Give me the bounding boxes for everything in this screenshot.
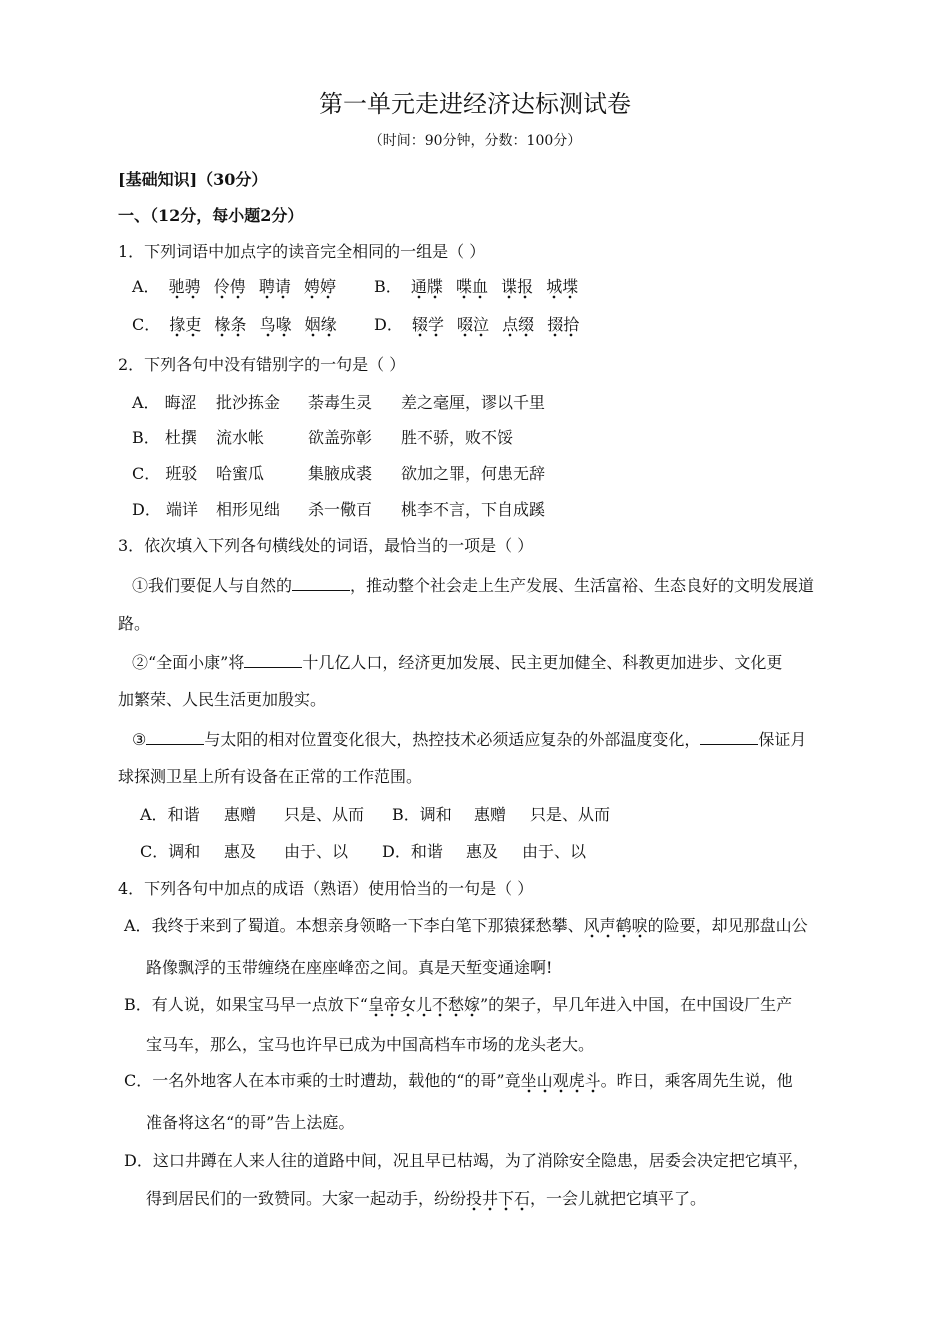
q1-option-c: C． 掾吏 椽条 鸟喙 姻缘 [132,315,337,335]
q3-c-w3: 由于、以 [284,842,349,861]
q4-option-b-cont: 宝马车，那么，宝马也许早已成为中国高档车市场的龙头老大。 [146,1035,595,1054]
q3-option-d: D．和谐 [382,842,443,861]
q3-sentence-3: ③ 与太阳的相对位置变化很大，热控技术必须适应复杂的外部温度变化， 保证月 [132,730,807,749]
q3-c-w2: 惠及 [224,842,257,861]
q3-sentence-1: ①我们要促人与自然的 ，推动整个社会走上生产发展、生活富裕、生态良好的文明发展道 [132,576,815,595]
dotted-idiom: 皇帝女儿不愁嫁 [368,995,480,1018]
q2-d-word2: 相形见绌 [216,500,281,519]
q2-d-word3: 杀一儆百 [308,500,373,519]
q2-a-word2: 批沙拣金 [216,393,281,412]
q4-option-a-cont: 路像飘浮的玉带缠绕在座座峰峦之间。真是天堑变通途啊! [146,958,553,977]
q1-option-a: A． 驰骋 伶俜 聘请 娉婷 [132,277,336,297]
q3-stem: 3．依次填入下列各句横线处的词语，最恰当的一项是（ ） [118,536,534,555]
q1-option-b: B． 通牒 喋血 谍报 城堞 [374,277,578,297]
q3-d-w3: 由于、以 [522,842,587,861]
section-heading: [基础知识]（30分） [118,170,268,189]
q2-b-word4: 胜不骄，败不馁 [401,428,514,447]
q3-b-w2: 惠赠 [474,805,507,824]
q4-option-a: A．我终于来到了蜀道。本想亲身领略一下李白笔下那猿猱愁攀、风声鹤唳的险要，却见那盘山公 [124,916,808,936]
q2-c-word4: 欲加之罪，何患无辞 [401,464,546,483]
q2-option-a: A． 晦涩 [132,393,197,412]
q4-option-c: C．一名外地客人在本市乘的士时遭劫，载他的“的哥”竟坐山观虎斗。昨日，乘客周先生说，他 [124,1071,793,1091]
q2-option-b: B． 杜撰 [132,428,197,447]
fill-blank [244,651,302,668]
q3-a-w2: 惠赠 [224,805,257,824]
exam-time-score: （时间：90分钟，分数：100分） [368,133,582,149]
q2-a-word4: 差之毫厘，谬以千里 [401,393,546,412]
dotted-idiom: 投井下石 [466,1189,530,1212]
q2-c-word2: 哈蜜瓜 [216,464,265,483]
q4-option-b: B．有人说，如果宝马早一点放下“皇帝女儿不愁嫁”的架子，早几年进入中国，在中国设厂生产 [124,995,792,1015]
q2-b-word2: 流水帐 [216,428,265,447]
q2-a-word3: 荼毒生灵 [308,393,373,412]
dotted-idiom: 坐山观虎斗 [521,1071,601,1094]
dotted-idiom: 风声鹤唳 [584,916,648,939]
q3-a-w3: 只是、从而 [284,805,365,824]
q3-option-c: C．调和 [140,842,201,861]
q3-sentence-3-cont: 球探测卫星上所有设备在正常的工作范围。 [118,767,423,786]
q3-option-a: A．和谐 [140,805,200,824]
q2-c-word3: 集腋成裘 [308,464,373,483]
q3-b-w3: 只是、从而 [530,805,611,824]
q4-option-d: D．这口井蹲在人来人往的道路中间，况且早已枯竭，为了消除安全隐患，居委会决定把它填平， [124,1151,809,1170]
q4-option-c-cont: 准备将这名“的哥”告上法庭。 [146,1113,355,1132]
fill-blank [292,574,350,591]
q1-stem: 1．下列词语中加点字的读音完全相同的一组是（ ） [118,242,486,261]
part-one-heading: 一、（12分，每小题2分） [118,206,304,225]
q4-option-d-cont: 得到居民们的一致赞同。大家一起动手，纷纷投井下石，一会儿就把它填平了。 [146,1189,706,1209]
fill-blank [146,728,204,745]
q3-sentence-1-cont: 路。 [118,614,151,633]
q2-option-c: C． 班驳 [132,464,198,483]
q2-b-word3: 欲盖弥彰 [308,428,373,447]
q3-sentence-2: ②“全面小康”将 十几亿人口，经济更加发展、民主更加健全、科教更加进步、文化更 [132,653,783,672]
q3-option-b: B．调和 [392,805,452,824]
q4-stem: 4．下列各句中加点的成语（熟语）使用恰当的一句是（ ） [118,879,534,898]
fill-blank [700,728,758,745]
q2-d-word4: 桃李不言，下自成蹊 [401,500,546,519]
q2-option-d: D． 端详 [132,500,198,519]
q3-sentence-2-cont: 加繁荣、人民生活更加殷实。 [118,690,327,709]
q3-d-w2: 惠及 [466,842,499,861]
q2-stem: 2．下列各句中没有错别字的一句是（ ） [118,355,406,374]
page-title: 第一单元走进经济达标测试卷 [319,90,631,118]
q1-option-d: D． 辍学 啜泣 点缀 掇拾 [374,315,579,335]
